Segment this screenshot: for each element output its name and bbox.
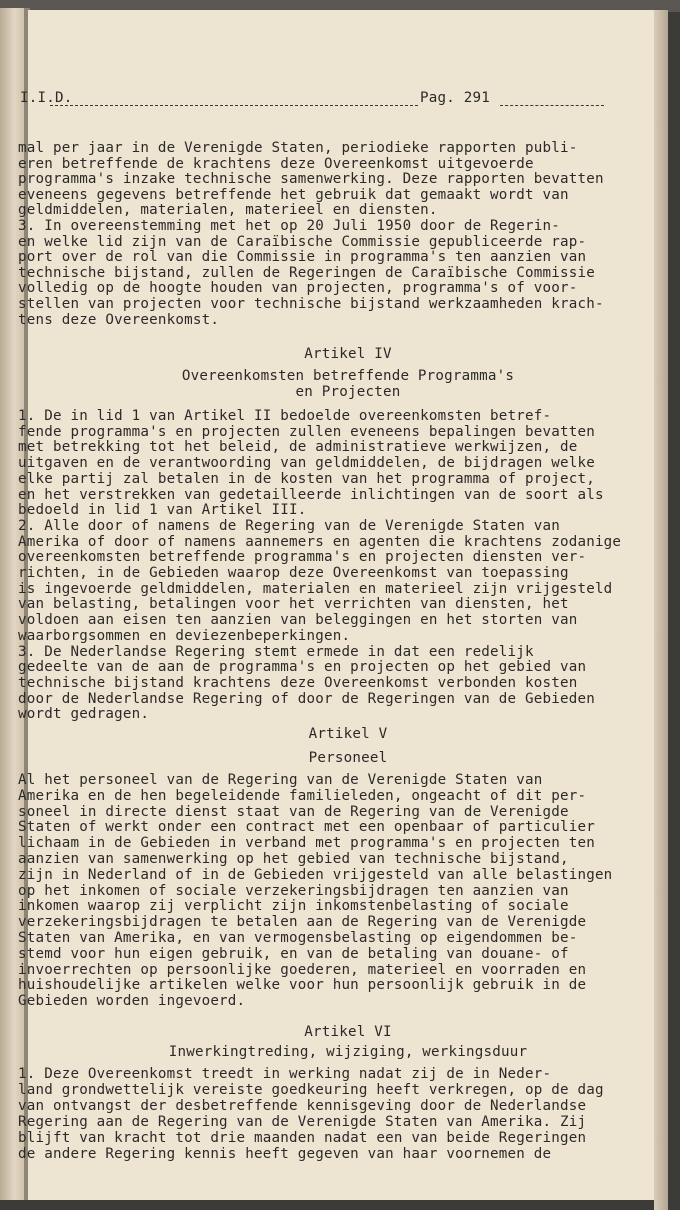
text-line: de andere Regering kennis heeft gegeven van haar voornemen de	[18, 1145, 552, 1162]
text-line: van belasting, betalingen voor het verrichten van diensten, het	[18, 596, 569, 613]
text-line: blijft van kracht tot drie maanden nadat een van beide Regeringen	[18, 1129, 587, 1146]
text-line: van ontvangst der desbetreffende kennisgeving door de Nederlandse	[18, 1097, 587, 1114]
text-line: Al het personeel van de Regering van de Verenigde Staten van	[18, 772, 543, 788]
text-line: Staten of werkt onder een contract met een openbaar of particulier	[18, 819, 595, 836]
page-number: Pag. 291	[420, 90, 490, 106]
artikel-iv-title-1: Overeenkomsten betreffende Programma's	[181, 368, 515, 384]
artikel-v-heading: Artikel V	[308, 726, 388, 742]
text-line: 3. De Nederlandse Regering stemt ermede in dat een redelijk	[18, 643, 534, 660]
text-line: en het verstrekken van gedetailleerde inlichtingen van de soort als	[18, 486, 604, 503]
text-line: mal per jaar in de Verenigde Staten, periodieke rapporten publi-	[18, 140, 578, 156]
text-line: 1. De in lid 1 van Artikel II bedoelde overeenkomsten betref-	[18, 408, 552, 424]
text-line: bedoeld in lid 1 van Artikel III.	[18, 502, 307, 519]
text-line: 3. In overeenstemming met het op 20 Juli 1950 door de Regerin-	[18, 218, 560, 234]
text-line: huishoudelijke artikelen welke voor hun persoonlijk gebruik in de	[18, 977, 587, 994]
text-line: aanzien van samenwerking op het gebied van technische bijstand,	[18, 851, 569, 867]
text-line: uitgaven en de verantwoording van geldmiddelen, de bijdragen welke	[18, 455, 595, 472]
text-line: voldoen aan eisen ten aanzien van beleggingen en het storten van	[18, 612, 578, 629]
text-line: wordt gedragen.	[18, 706, 150, 723]
text-line: op het inkomen of sociale verzekeringsbijdragen ten aanzien van	[18, 882, 569, 899]
text-line: land grondwettelijk vereiste goedkeuring heeft verkregen, op de dag	[18, 1081, 604, 1098]
text-line: Regering aan de Regering van de Verenigde Staten van Amerika. Zij	[18, 1113, 587, 1130]
text-line: richten, in de Gebieden waarop deze Overeenkomst van toepassing	[18, 565, 569, 581]
artikel-vi-heading: Artikel VI	[304, 1024, 392, 1040]
text-line: overeenkomsten betreffende programma's en projecten diensten ver-	[18, 549, 587, 566]
document-page	[18, 10, 668, 1200]
artikel-vi-title: Inwerkingtreding, wijziging, werkingsduur	[168, 1044, 528, 1060]
text-line: is ingevoerde geldmiddelen, materialen en materieel zijn vrijgesteld	[18, 580, 613, 597]
text-line: stemd voor hun eigen gebruik, en van de betaling van douane- of	[18, 945, 569, 962]
text-line: soneel in directe dienst staat van de Regering van de Verenigde	[18, 803, 569, 820]
text-line: zijn in Nederland of in de Gebieden vrijgesteld van alle belastingen	[18, 866, 613, 883]
header-rule-right	[500, 105, 604, 106]
text-line: 2. Alle door of namens de Regering van de Verenigde Staten van	[18, 517, 560, 534]
text-line: gedeelte van de aan de programma's en projecten op het gebied van	[18, 659, 587, 676]
text-line: Amerika of door of namens aannemers en agenten die krachtens zodanige	[18, 533, 622, 550]
text-line: eren betreffende de krachtens deze Overeenkomst uitgevoerde	[18, 155, 534, 172]
text-line: eveneens gegevens betreffende het gebruik dat gemaakt wordt van	[18, 186, 569, 203]
text-line: Amerika en de hen begeleidende familieleden, ongeacht of dit per-	[18, 787, 587, 804]
text-line: stellen van projecten voor technische bijstand werkzaamheden krach-	[18, 296, 604, 312]
text-line: fende programma's en projecten zullen eveneens bepalingen bevatten	[18, 423, 595, 440]
text-line: inkomen waarop zij verplicht zijn inkomstenbelasting of sociale	[18, 898, 569, 915]
text-line: Staten van Amerika, en van vermogensbelasting op eigendommen be-	[18, 930, 578, 946]
text-line: geldmiddelen, materialen, materieel en diensten.	[18, 202, 438, 219]
text-line: invoerrechten op persoonlijke goederen, materieel en voorraden en	[18, 961, 587, 978]
text-line: port over de rol van die Commissie in programma's ten aanzien van	[18, 249, 587, 266]
artikel-iv-heading: Artikel IV	[304, 346, 392, 362]
text-line: technische bijstand, zullen de Regeringen de Caraïbische Commissie	[18, 264, 595, 281]
text-line: waarborgsommen en deviezenbeperkingen.	[18, 627, 351, 644]
text-line: 1. Deze Overeenkomst treedt in werking nadat zij de in Neder-	[18, 1066, 552, 1082]
text-line: programma's inzake technische samenwerking. Deze rapporten bevatten	[18, 171, 604, 188]
text-line: technische bijstand krachtens deze Overeenkomst verbonden kosten	[18, 674, 578, 691]
text-line: tens deze Overeenkomst.	[18, 311, 220, 328]
text-line: lichaam in de Gebieden in verband met programma's en projecten ten	[18, 835, 595, 852]
text-line: door de Nederlandse Regering of door de Regeringen van de Gebieden	[18, 690, 595, 707]
text-line: met betrekking tot het beleid, de administratieve werkwijzen, de	[18, 439, 578, 456]
text-line: verzekeringsbijdragen te betalen aan de Regering van de Verenigde	[18, 914, 587, 931]
text-line: en welke lid zijn van de Caraïbische Commissie gepubliceerde rap-	[18, 233, 587, 250]
header-left: I.I.D.	[20, 90, 73, 106]
text-line: volledig op de hoogte houden van projecten, programma's of voor-	[18, 280, 578, 297]
header-rule-left	[50, 105, 418, 106]
text-line: elke partij zal betalen in de kosten van het programma of project,	[18, 470, 595, 487]
artikel-iv-title-2: en Projecten	[295, 384, 401, 400]
text-line: Gebieden worden ingevoerd.	[18, 993, 246, 1010]
artikel-v-title: Personeel	[308, 750, 388, 766]
